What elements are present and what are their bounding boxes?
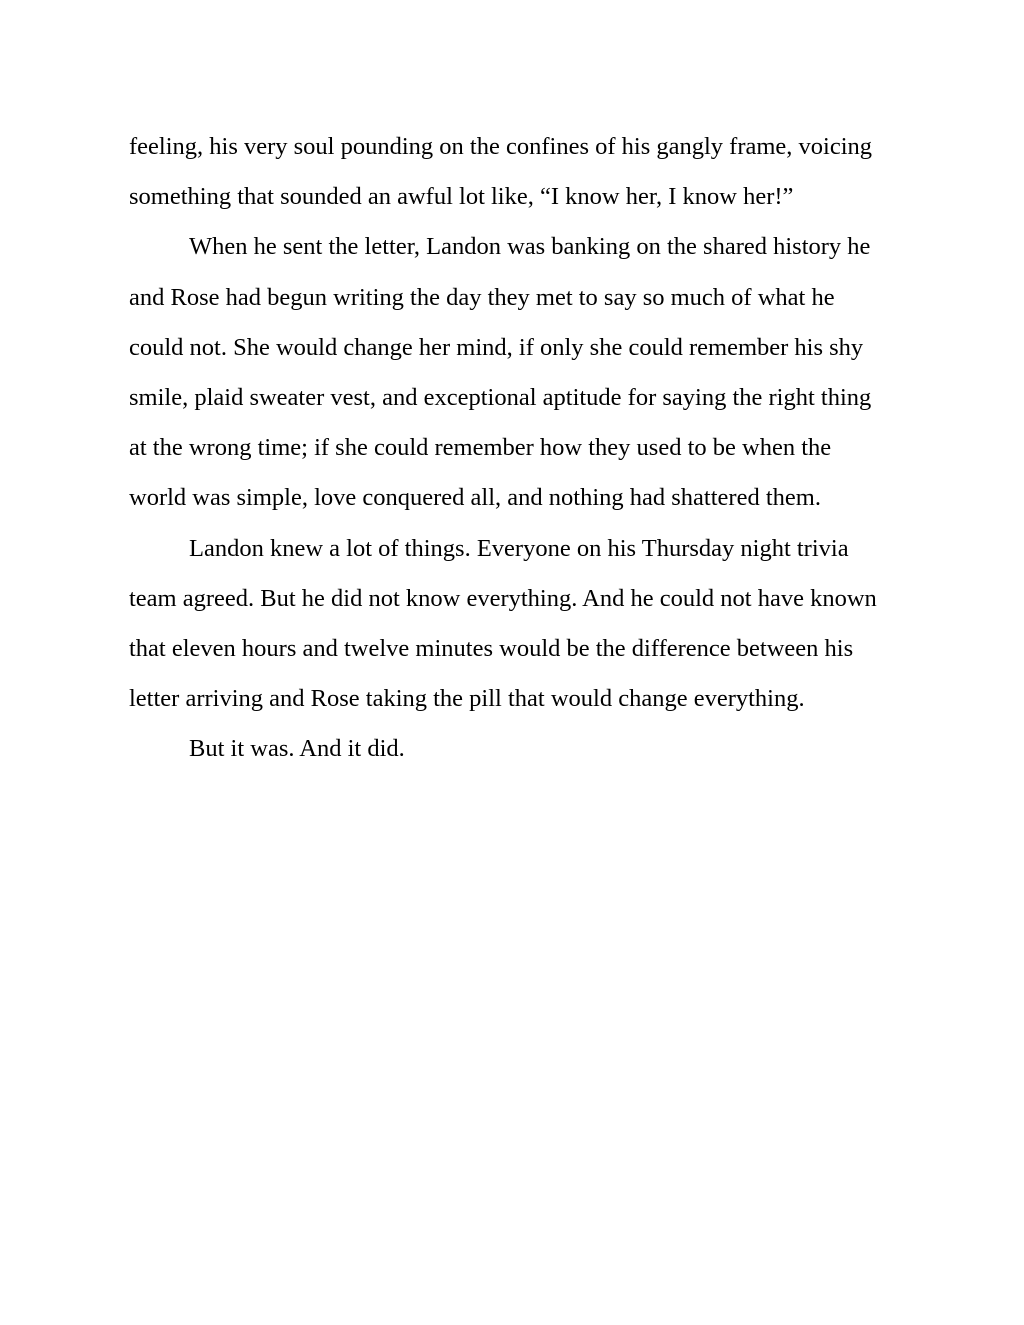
text-line: world was simple, love conquered all, and nothing had shattered them. (129, 484, 821, 512)
text-line: and Rose had begun writing the day they met to say so much of what he (129, 283, 835, 311)
text-line: something that sounded an awful lot like, “I know her, I know her!” (129, 183, 794, 211)
text-line: that eleven hours and twelve minutes would be the difference between his (129, 634, 854, 662)
paragraph-start-line: When he sent the letter, Landon was banking on the shared history he (189, 233, 871, 261)
paragraph-start-line: Landon knew a lot of things. Everyone on his Thursday night trivia (189, 534, 849, 562)
text-line: feeling, his very soul pounding on the confines of his gangly frame, voicing (129, 133, 873, 160)
text-line: could not. She would change her mind, if only she could remember his shy (129, 333, 864, 361)
text-line: at the wrong time; if she could remember how they used to be when the (129, 434, 832, 462)
text-line: letter arriving and Rose taking the pill that would change everything. (129, 685, 805, 713)
text-line: smile, plaid sweater vest, and exceptional aptitude for saying the right thing (129, 383, 872, 411)
text-line: team agreed. But he did not know everything. And he could not have known (129, 584, 877, 612)
paragraph-start-line: But it was. And it did. (189, 735, 405, 763)
body-text (129, 122, 909, 774)
